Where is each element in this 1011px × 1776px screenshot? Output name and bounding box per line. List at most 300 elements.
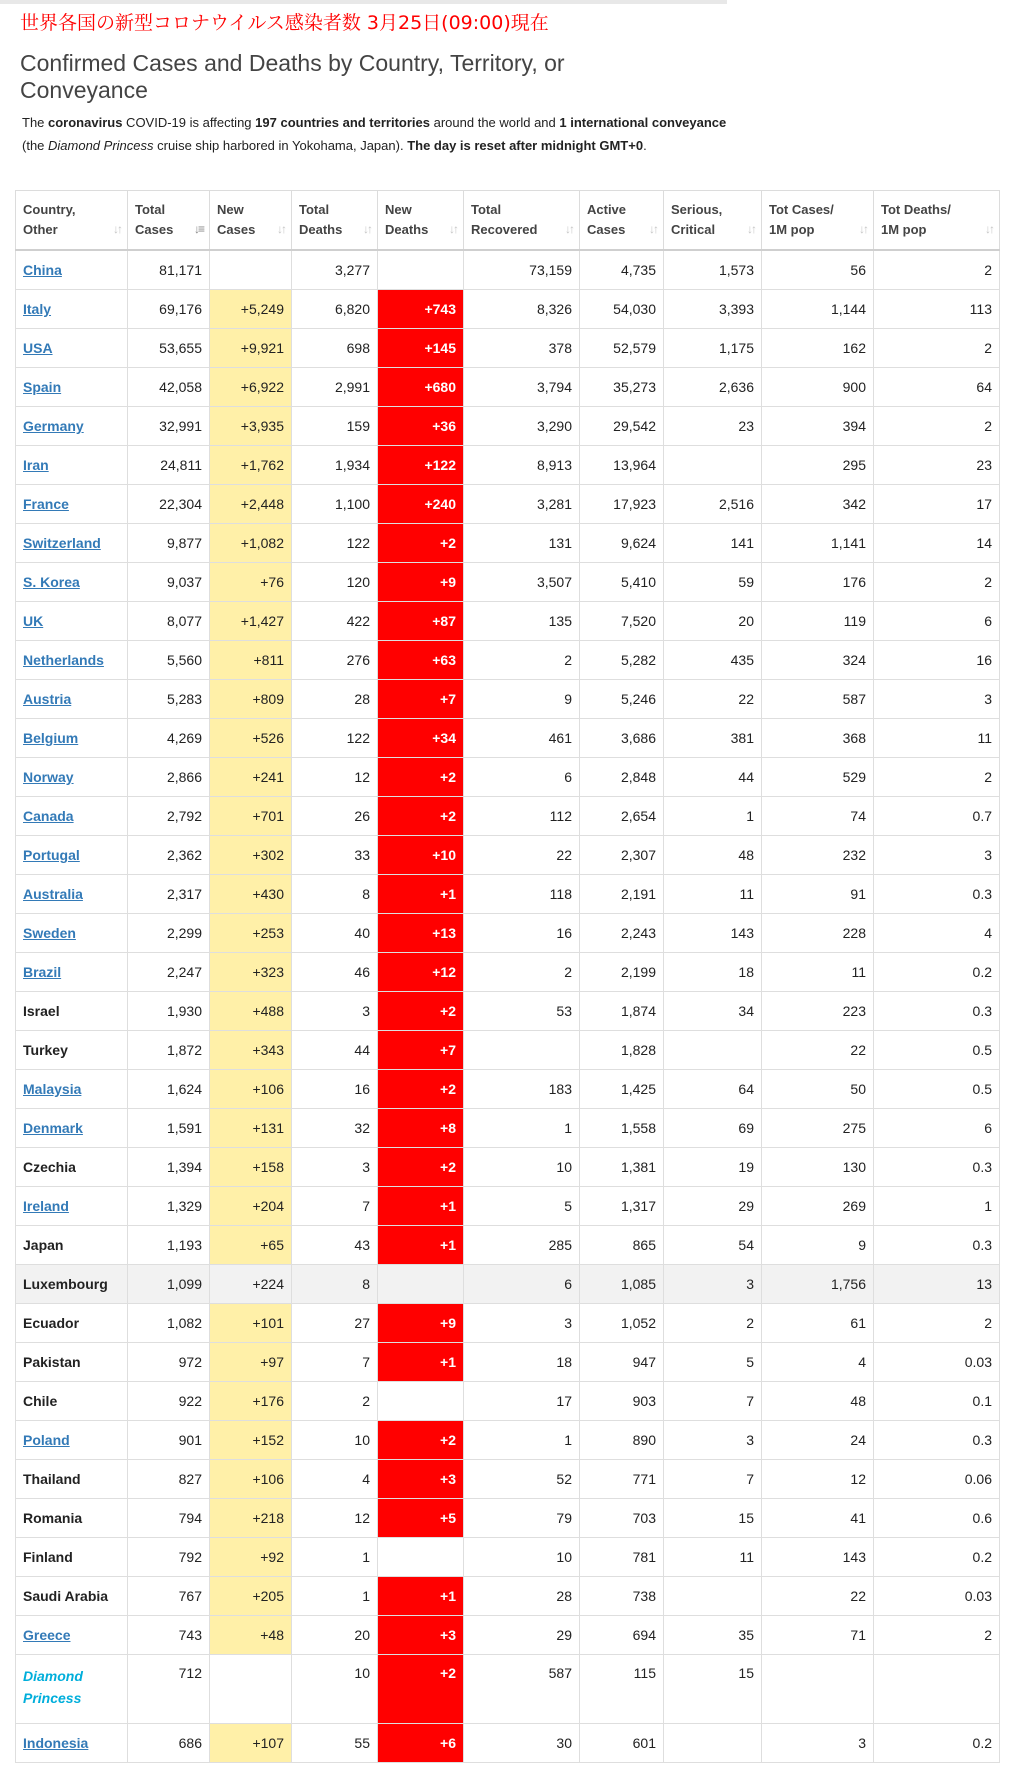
- country-cell: [16, 1031, 128, 1070]
- country-link[interactable]: France: [23, 496, 69, 512]
- country-name: Diamond Princess: [23, 1668, 83, 1706]
- total-cases-cell: 1,872: [128, 1031, 210, 1070]
- intro-bold: 1 international conveyance: [559, 115, 727, 130]
- total-cases-cell: 24,811: [128, 446, 210, 485]
- deaths-per-1m-cell: 0.3: [874, 992, 1000, 1031]
- cases-per-1m-cell: 48: [762, 1382, 874, 1421]
- cases-per-1m-cell: 394: [762, 407, 874, 446]
- country-link[interactable]: Italy: [23, 301, 52, 317]
- active-cases-cell: 1,052: [580, 1304, 664, 1343]
- new-deaths-cell: +9: [378, 1304, 464, 1343]
- new-deaths-cell: +1: [378, 1226, 464, 1265]
- intro-text: around the world and: [430, 115, 560, 130]
- active-cases-cell: 52,579: [580, 329, 664, 368]
- cases-per-1m-cell: 91: [762, 875, 874, 914]
- active-cases-cell: 703: [580, 1499, 664, 1538]
- country-link[interactable]: Brazil: [23, 964, 62, 980]
- sort-icon: ↓↑: [985, 222, 993, 236]
- sort-icon: ↓↑: [859, 222, 867, 236]
- cases-per-1m-cell: 324: [762, 641, 874, 680]
- sort-icon: ↓↑: [565, 222, 573, 236]
- country-link[interactable]: Spain: [23, 379, 62, 395]
- serious-critical-cell: 1: [664, 797, 762, 836]
- deaths-per-1m-cell: 0.03: [874, 1577, 1000, 1616]
- table-row: [16, 992, 1000, 1031]
- total-deaths-cell: 4: [292, 1460, 378, 1499]
- recovered-cell: 3: [464, 1304, 580, 1343]
- total-deaths-cell: 122: [292, 524, 378, 563]
- recovered-cell: 131: [464, 524, 580, 563]
- total-cases-cell: 1,930: [128, 992, 210, 1031]
- serious-critical-cell: 5: [664, 1343, 762, 1382]
- recovered-cell: 2: [464, 953, 580, 992]
- deaths-per-1m-cell: 0.5: [874, 1031, 1000, 1070]
- new-cases-cell: [210, 250, 292, 290]
- new-cases-cell: +176: [210, 1382, 292, 1421]
- serious-critical-cell: 69: [664, 1109, 762, 1148]
- active-cases-cell: 694: [580, 1616, 664, 1655]
- new-deaths-cell: +12: [378, 953, 464, 992]
- table-row: [16, 1148, 1000, 1187]
- total-deaths-cell: 28: [292, 680, 378, 719]
- col-deaths-per-1m[interactable]: Tot Deaths/ 1M pop ↓↑: [874, 191, 1000, 251]
- active-cases-cell: 4,735: [580, 250, 664, 290]
- table-row: [16, 1343, 1000, 1382]
- serious-critical-cell: 435: [664, 641, 762, 680]
- serious-critical-cell: [664, 1724, 762, 1763]
- deaths-per-1m-cell: 13: [874, 1265, 1000, 1304]
- new-deaths-cell: +122: [378, 446, 464, 485]
- table-row: [16, 446, 1000, 485]
- recovered-cell: 3,794: [464, 368, 580, 407]
- country-link[interactable]: China: [23, 262, 62, 278]
- new-deaths-cell: +34: [378, 719, 464, 758]
- new-deaths-cell: +2: [378, 1070, 464, 1109]
- total-deaths-cell: 3: [292, 1148, 378, 1187]
- deaths-per-1m-cell: 0.5: [874, 1070, 1000, 1109]
- country-name: Finland: [23, 1549, 73, 1565]
- total-deaths-cell: 12: [292, 1499, 378, 1538]
- deaths-per-1m-cell: 0.03: [874, 1343, 1000, 1382]
- country-link[interactable]: S. Korea: [23, 574, 80, 590]
- intro-italic: Diamond Princess: [48, 138, 154, 153]
- active-cases-cell: 865: [580, 1226, 664, 1265]
- total-cases-cell: 32,991: [128, 407, 210, 446]
- new-cases-cell: +5,249: [210, 290, 292, 329]
- country-name: Czechia: [23, 1159, 76, 1175]
- cases-per-1m-cell: 269: [762, 1187, 874, 1226]
- recovered-cell: 6: [464, 1265, 580, 1304]
- country-cell: [16, 1265, 128, 1304]
- deaths-per-1m-cell: 0.7: [874, 797, 1000, 836]
- sort-icon: ↓↑: [113, 222, 121, 236]
- country-cell: [16, 680, 128, 719]
- new-cases-cell: +241: [210, 758, 292, 797]
- intro-text: COVID-19 is affecting: [122, 115, 256, 130]
- active-cases-cell: 13,964: [580, 446, 664, 485]
- table-row: [16, 1382, 1000, 1421]
- table-row: [16, 524, 1000, 563]
- total-deaths-cell: 12: [292, 758, 378, 797]
- cases-per-1m-cell: 130: [762, 1148, 874, 1187]
- table-row: [16, 1724, 1000, 1763]
- recovered-cell: 28: [464, 1577, 580, 1616]
- country-link[interactable]: Poland: [23, 1432, 70, 1448]
- intro-bold: The day is reset after midnight GMT+0: [407, 138, 644, 153]
- recovered-cell: 3,507: [464, 563, 580, 602]
- intro-text: (the: [22, 138, 49, 153]
- new-cases-cell: +811: [210, 641, 292, 680]
- col-active-cases[interactable]: Active Cases ↓↑: [580, 191, 664, 251]
- deaths-per-1m-cell: 11: [874, 719, 1000, 758]
- deaths-per-1m-cell: 2: [874, 407, 1000, 446]
- new-cases-cell: +204: [210, 1187, 292, 1226]
- cases-per-1m-cell: 119: [762, 602, 874, 641]
- total-cases-cell: 8,077: [128, 602, 210, 641]
- country-link[interactable]: Portugal: [23, 847, 80, 863]
- total-deaths-cell: 1: [292, 1577, 378, 1616]
- new-cases-cell: +65: [210, 1226, 292, 1265]
- recovered-cell: 587: [464, 1655, 580, 1724]
- country-link[interactable]: Belgium: [23, 730, 79, 746]
- active-cases-cell: 35,273: [580, 368, 664, 407]
- new-deaths-cell: [378, 250, 464, 290]
- recovered-cell: 285: [464, 1226, 580, 1265]
- sort-icon: ↓↑: [363, 222, 371, 236]
- total-cases-cell: 1,329: [128, 1187, 210, 1226]
- new-deaths-cell: +13: [378, 914, 464, 953]
- total-deaths-cell: 10: [292, 1655, 378, 1724]
- serious-critical-cell: 35: [664, 1616, 762, 1655]
- serious-critical-cell: 141: [664, 524, 762, 563]
- col-cases-per-1m[interactable]: Tot Cases/ 1M pop ↓↑: [762, 191, 874, 251]
- serious-critical-cell: 11: [664, 1538, 762, 1577]
- cases-per-1m-cell: 368: [762, 719, 874, 758]
- recovered-cell: 10: [464, 1148, 580, 1187]
- col-serious-critical[interactable]: Serious, Critical ↓↑: [664, 191, 762, 251]
- new-cases-cell: +1,762: [210, 446, 292, 485]
- deaths-per-1m-cell: 0.3: [874, 1226, 1000, 1265]
- serious-critical-cell: 7: [664, 1382, 762, 1421]
- serious-critical-cell: [664, 446, 762, 485]
- cases-per-1m-cell: 295: [762, 446, 874, 485]
- cases-per-1m-cell: 50: [762, 1070, 874, 1109]
- deaths-per-1m-cell: 0.3: [874, 875, 1000, 914]
- total-cases-cell: 901: [128, 1421, 210, 1460]
- country-cell: [16, 1538, 128, 1577]
- total-cases-cell: 53,655: [128, 329, 210, 368]
- serious-critical-cell: 143: [664, 914, 762, 953]
- country-link[interactable]: Sweden: [23, 925, 76, 941]
- col-total-cases[interactable]: Total Cases ↓≡: [128, 191, 210, 251]
- serious-critical-cell: 2,636: [664, 368, 762, 407]
- country-name: Turkey: [23, 1042, 68, 1058]
- new-cases-cell: +97: [210, 1343, 292, 1382]
- new-deaths-cell: +3: [378, 1616, 464, 1655]
- cases-per-1m-cell: 12: [762, 1460, 874, 1499]
- serious-critical-cell: 54: [664, 1226, 762, 1265]
- country-cell: [16, 1655, 128, 1724]
- new-cases-cell: +106: [210, 1070, 292, 1109]
- country-link[interactable]: Greece: [23, 1627, 71, 1643]
- country-cell: [16, 1499, 128, 1538]
- total-deaths-cell: 120: [292, 563, 378, 602]
- table-row: [16, 1616, 1000, 1655]
- recovered-cell: 112: [464, 797, 580, 836]
- country-link[interactable]: Austria: [23, 691, 72, 707]
- new-cases-cell: +302: [210, 836, 292, 875]
- recovered-cell: 5: [464, 1187, 580, 1226]
- new-cases-cell: +158: [210, 1148, 292, 1187]
- deaths-per-1m-cell: 0.1: [874, 1382, 1000, 1421]
- total-cases-cell: 1,082: [128, 1304, 210, 1343]
- country-cell: [16, 1070, 128, 1109]
- cases-per-1m-cell: 22: [762, 1577, 874, 1616]
- country-cell: [16, 719, 128, 758]
- total-deaths-cell: 16: [292, 1070, 378, 1109]
- cases-per-1m-cell: 61: [762, 1304, 874, 1343]
- country-cell: [16, 1421, 128, 1460]
- total-deaths-cell: 7: [292, 1343, 378, 1382]
- deaths-per-1m-cell: 0.6: [874, 1499, 1000, 1538]
- total-cases-cell: 794: [128, 1499, 210, 1538]
- country-cell: [16, 563, 128, 602]
- active-cases-cell: 2,191: [580, 875, 664, 914]
- deaths-per-1m-cell: 23: [874, 446, 1000, 485]
- new-cases-cell: +205: [210, 1577, 292, 1616]
- cases-per-1m-cell: 228: [762, 914, 874, 953]
- country-cell: [16, 1616, 128, 1655]
- recovered-cell: 183: [464, 1070, 580, 1109]
- new-cases-cell: +48: [210, 1616, 292, 1655]
- new-deaths-cell: +2: [378, 758, 464, 797]
- serious-critical-cell: 381: [664, 719, 762, 758]
- intro-text: cruise ship harbored in Yokohama, Japan).: [153, 138, 408, 153]
- cases-per-1m-cell: 41: [762, 1499, 874, 1538]
- country-link[interactable]: Norway: [23, 769, 74, 785]
- table-row: [16, 563, 1000, 602]
- table-row: [16, 1265, 1000, 1304]
- country-link[interactable]: Canada: [23, 808, 74, 824]
- deaths-per-1m-cell: 1: [874, 1187, 1000, 1226]
- new-cases-cell: +101: [210, 1304, 292, 1343]
- cases-per-1m-cell: 74: [762, 797, 874, 836]
- table-row: [16, 1499, 1000, 1538]
- new-deaths-cell: +36: [378, 407, 464, 446]
- total-cases-cell: 2,866: [128, 758, 210, 797]
- table-row: [16, 290, 1000, 329]
- country-link[interactable]: Denmark: [23, 1120, 83, 1136]
- total-deaths-cell: 1,934: [292, 446, 378, 485]
- country-link[interactable]: Germany: [23, 418, 84, 434]
- country-link[interactable]: Indonesia: [23, 1735, 89, 1751]
- recovered-cell: 3,290: [464, 407, 580, 446]
- total-cases-cell: 1,099: [128, 1265, 210, 1304]
- country-cell: [16, 250, 128, 290]
- cases-per-1m-cell: 1,144: [762, 290, 874, 329]
- new-cases-cell: +76: [210, 563, 292, 602]
- new-cases-cell: +152: [210, 1421, 292, 1460]
- total-cases-cell: 1,591: [128, 1109, 210, 1148]
- serious-critical-cell: 20: [664, 602, 762, 641]
- deaths-per-1m-cell: 16: [874, 641, 1000, 680]
- active-cases-cell: 2,243: [580, 914, 664, 953]
- new-cases-cell: +488: [210, 992, 292, 1031]
- serious-critical-cell: 34: [664, 992, 762, 1031]
- serious-critical-cell: 1,175: [664, 329, 762, 368]
- table-row: [16, 875, 1000, 914]
- table-row: [16, 1538, 1000, 1577]
- new-cases-cell: +131: [210, 1109, 292, 1148]
- table-row: [16, 1304, 1000, 1343]
- active-cases-cell: 781: [580, 1538, 664, 1577]
- deaths-per-1m-cell: 2: [874, 1616, 1000, 1655]
- deaths-per-1m-cell: 0.3: [874, 1148, 1000, 1187]
- col-new-cases[interactable]: New Cases ↓↑: [210, 191, 292, 251]
- total-cases-cell: 827: [128, 1460, 210, 1499]
- country-cell: [16, 836, 128, 875]
- active-cases-cell: 1,425: [580, 1070, 664, 1109]
- deaths-per-1m-cell: 2: [874, 758, 1000, 797]
- total-cases-cell: 1,193: [128, 1226, 210, 1265]
- country-cell: [16, 875, 128, 914]
- deaths-per-1m-cell: 2: [874, 1304, 1000, 1343]
- total-deaths-cell: 43: [292, 1226, 378, 1265]
- country-link[interactable]: Switzerland: [23, 535, 101, 551]
- col-total-recovered[interactable]: Total Recovered ↓↑: [464, 191, 580, 251]
- active-cases-cell: 1,874: [580, 992, 664, 1031]
- cases-table: [15, 190, 1000, 1763]
- recovered-cell: 8,913: [464, 446, 580, 485]
- country-cell: [16, 1109, 128, 1148]
- table-row: [16, 1109, 1000, 1148]
- total-deaths-cell: 6,820: [292, 290, 378, 329]
- new-cases-cell: +6,922: [210, 368, 292, 407]
- total-cases-cell: 5,283: [128, 680, 210, 719]
- country-link[interactable]: Malaysia: [23, 1081, 82, 1097]
- new-deaths-cell: +1: [378, 1343, 464, 1382]
- recovered-cell: 3,281: [464, 485, 580, 524]
- serious-critical-cell: 64: [664, 1070, 762, 1109]
- table-row: [16, 329, 1000, 368]
- serious-critical-cell: 44: [664, 758, 762, 797]
- total-deaths-cell: 7: [292, 1187, 378, 1226]
- new-cases-cell: +701: [210, 797, 292, 836]
- country-cell: [16, 290, 128, 329]
- new-deaths-cell: +7: [378, 680, 464, 719]
- total-deaths-cell: 27: [292, 1304, 378, 1343]
- new-deaths-cell: +87: [378, 602, 464, 641]
- total-deaths-cell: 3,277: [292, 250, 378, 290]
- new-deaths-cell: +7: [378, 1031, 464, 1070]
- country-cell: [16, 446, 128, 485]
- active-cases-cell: 29,542: [580, 407, 664, 446]
- new-deaths-cell: +6: [378, 1724, 464, 1763]
- new-cases-cell: +92: [210, 1538, 292, 1577]
- recovered-cell: 1: [464, 1109, 580, 1148]
- new-deaths-cell: +1: [378, 1187, 464, 1226]
- total-cases-cell: 2,317: [128, 875, 210, 914]
- total-cases-cell: 743: [128, 1616, 210, 1655]
- country-link[interactable]: Australia: [23, 886, 83, 902]
- new-cases-cell: +1,427: [210, 602, 292, 641]
- table-row: [16, 1421, 1000, 1460]
- new-deaths-cell: +8: [378, 1109, 464, 1148]
- cases-per-1m-cell: 9: [762, 1226, 874, 1265]
- country-cell: [16, 1148, 128, 1187]
- recovered-cell: 2: [464, 641, 580, 680]
- country-cell: [16, 797, 128, 836]
- country-cell: [16, 992, 128, 1031]
- serious-critical-cell: 22: [664, 680, 762, 719]
- total-deaths-cell: 3: [292, 992, 378, 1031]
- active-cases-cell: 1,317: [580, 1187, 664, 1226]
- intro-paragraph: [22, 111, 742, 157]
- sort-icon: ↓↑: [449, 222, 457, 236]
- country-link[interactable]: Netherlands: [23, 652, 104, 668]
- serious-critical-cell: 11: [664, 875, 762, 914]
- new-deaths-cell: +680: [378, 368, 464, 407]
- country-cell: [16, 1460, 128, 1499]
- col-country[interactable]: Country, Other ↓↑: [16, 191, 128, 251]
- serious-critical-cell: 3: [664, 1421, 762, 1460]
- new-deaths-cell: +2: [378, 1421, 464, 1460]
- new-cases-cell: +3,935: [210, 407, 292, 446]
- total-cases-cell: 81,171: [128, 250, 210, 290]
- deaths-per-1m-cell: [874, 1655, 1000, 1724]
- country-name: Thailand: [23, 1471, 81, 1487]
- active-cases-cell: 2,848: [580, 758, 664, 797]
- total-cases-cell: 792: [128, 1538, 210, 1577]
- new-cases-cell: +323: [210, 953, 292, 992]
- country-cell: [16, 1187, 128, 1226]
- country-cell: [16, 407, 128, 446]
- serious-critical-cell: 15: [664, 1499, 762, 1538]
- table-row: [16, 1070, 1000, 1109]
- col-total-deaths[interactable]: Total Deaths ↓↑: [292, 191, 378, 251]
- active-cases-cell: 5,410: [580, 563, 664, 602]
- total-deaths-cell: 276: [292, 641, 378, 680]
- deaths-per-1m-cell: 0.2: [874, 1538, 1000, 1577]
- cases-per-1m-cell: 587: [762, 680, 874, 719]
- total-deaths-cell: 55: [292, 1724, 378, 1763]
- table-row: [16, 602, 1000, 641]
- cases-per-1m-cell: 275: [762, 1109, 874, 1148]
- total-deaths-cell: 26: [292, 797, 378, 836]
- cases-per-1m-cell: 143: [762, 1538, 874, 1577]
- serious-critical-cell: 1,573: [664, 250, 762, 290]
- new-cases-cell: +218: [210, 1499, 292, 1538]
- total-cases-cell: 5,560: [128, 641, 210, 680]
- country-link[interactable]: Iran: [23, 457, 49, 473]
- total-deaths-cell: 122: [292, 719, 378, 758]
- col-new-deaths[interactable]: New Deaths ↓↑: [378, 191, 464, 251]
- jp-title: 世界各国の新型コロナウイルス感染者数 3月25日(09:00)現在: [20, 12, 549, 34]
- country-cell: [16, 485, 128, 524]
- country-link[interactable]: Ireland: [23, 1198, 69, 1214]
- serious-critical-cell: 48: [664, 836, 762, 875]
- table-row: [16, 368, 1000, 407]
- table-row: [16, 758, 1000, 797]
- country-link[interactable]: USA: [23, 340, 53, 356]
- new-deaths-cell: +63: [378, 641, 464, 680]
- country-link[interactable]: UK: [23, 613, 44, 629]
- serious-critical-cell: [664, 1031, 762, 1070]
- country-name: Saudi Arabia: [23, 1588, 109, 1604]
- serious-critical-cell: 29: [664, 1187, 762, 1226]
- page-title: Confirmed Cases and Deaths by Country, Territory, or Conveyance: [20, 50, 565, 103]
- country-cell: [16, 641, 128, 680]
